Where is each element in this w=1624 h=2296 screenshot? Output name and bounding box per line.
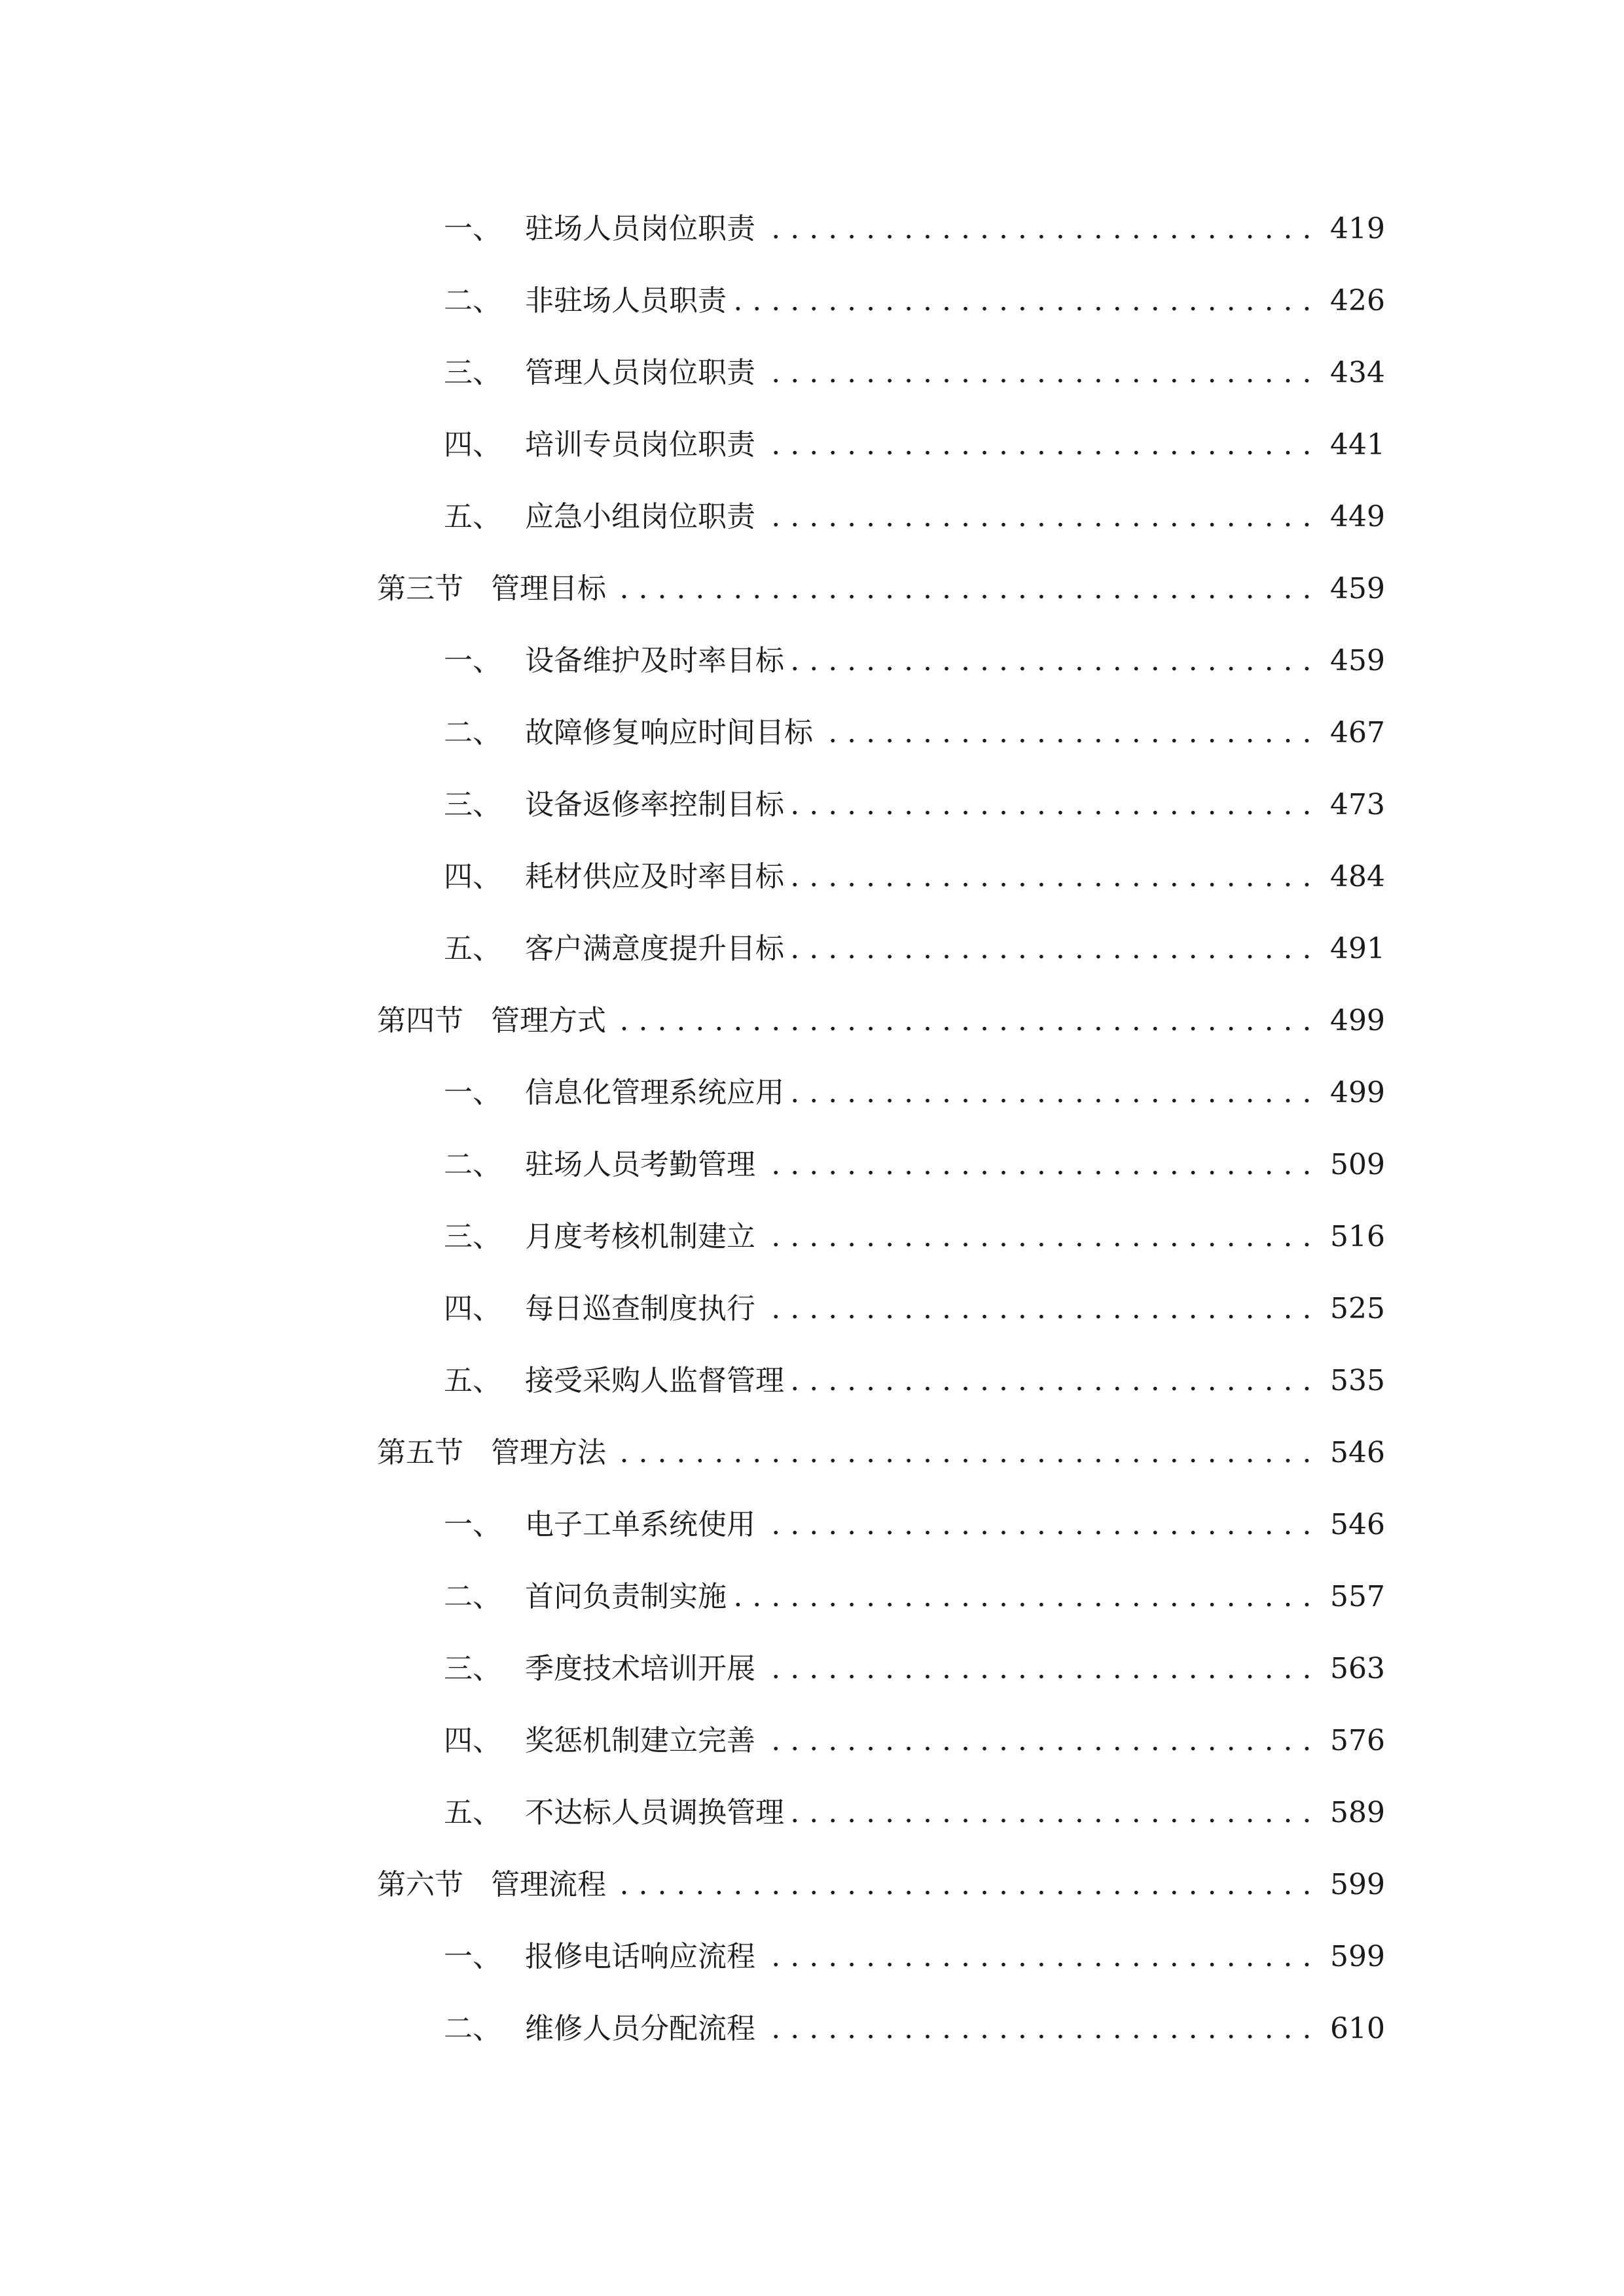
toc-entry-title: 管理人员岗位职责 [525, 356, 755, 389]
dot-leader [759, 419, 1312, 471]
dot-leader [788, 923, 1312, 975]
dot-leader [788, 1787, 1312, 1839]
toc-entry-number: 一、 [444, 1076, 501, 1109]
toc-entry-page: 441 [1330, 428, 1385, 461]
toc-entry[interactable] [444, 419, 1385, 471]
toc-entry-title: 报修电话响应流程 [525, 1940, 755, 1973]
toc-entry-page: 599 [1330, 1868, 1385, 1901]
dot-leader [788, 635, 1312, 687]
toc-entry[interactable] [444, 1715, 1385, 1767]
toc-entry-page: 546 [1330, 1508, 1385, 1541]
dot-leader [759, 2003, 1312, 2055]
toc-entry-title: 不达标人员调换管理 [525, 1796, 784, 1829]
toc-entry-title: 耗材供应及时率目标 [525, 860, 784, 893]
toc-entry-page: 525 [1330, 1292, 1385, 1325]
toc-entry-title: 管理目标 [491, 572, 606, 605]
toc-entry-title: 季度技术培训开展 [525, 1652, 755, 1685]
toc-entry-number: 五、 [444, 1796, 501, 1829]
dot-leader [759, 1499, 1312, 1551]
toc-entry-page: 426 [1330, 284, 1385, 317]
toc-entry[interactable] [444, 1499, 1385, 1551]
toc-entry-number: 第六节 [377, 1868, 463, 1901]
toc-section-heading[interactable] [377, 995, 1385, 1047]
toc-entry-number: 二、 [444, 1580, 501, 1613]
toc-entry[interactable] [444, 1211, 1385, 1263]
dot-leader [759, 1643, 1312, 1695]
dot-leader [731, 1571, 1312, 1623]
toc-entry-page: 459 [1330, 572, 1385, 605]
toc-entry[interactable] [444, 1571, 1385, 1623]
toc-entry-title: 驻场人员考勤管理 [525, 1148, 755, 1181]
toc-entry-number: 二、 [444, 2012, 501, 2045]
toc-entry-page: 449 [1330, 500, 1385, 533]
dot-leader [759, 347, 1312, 399]
toc-entry-number: 第三节 [377, 572, 463, 605]
dot-leader [759, 1715, 1312, 1767]
toc-entry-number: 四、 [444, 1724, 501, 1757]
toc-entry-page: 557 [1330, 1580, 1385, 1613]
toc-entry-number: 第四节 [377, 1004, 463, 1037]
toc-entry-number: 二、 [444, 716, 501, 749]
toc-entry-page: 509 [1330, 1148, 1385, 1181]
toc-entry[interactable] [444, 923, 1385, 975]
toc-entry[interactable] [444, 1139, 1385, 1191]
toc-entry-title: 电子工单系统使用 [525, 1508, 755, 1541]
toc-entry[interactable] [444, 275, 1385, 327]
toc-entry-page: 473 [1330, 788, 1385, 821]
toc-entry-title: 客户满意度提升目标 [525, 932, 784, 965]
dot-leader [788, 851, 1312, 903]
toc-entry-number: 一、 [444, 644, 501, 677]
toc-entry-title: 驻场人员岗位职责 [525, 212, 755, 245]
dot-leader [788, 1067, 1312, 1119]
toc-entry-page: 499 [1330, 1004, 1385, 1037]
dot-leader [759, 491, 1312, 543]
toc-entry[interactable] [444, 203, 1385, 255]
toc-entry[interactable] [444, 707, 1385, 759]
toc-entry-title: 奖惩机制建立完善 [525, 1724, 755, 1757]
toc-entry-page: 434 [1330, 356, 1385, 389]
toc-entry-title: 应急小组岗位职责 [525, 500, 755, 533]
toc-entry[interactable] [444, 1283, 1385, 1335]
dot-leader [759, 203, 1312, 255]
toc-entry-number: 三、 [444, 356, 501, 389]
toc-entry[interactable] [444, 1067, 1385, 1119]
toc-entry-page: 484 [1330, 860, 1385, 893]
dot-leader [731, 275, 1312, 327]
toc-section-heading[interactable] [377, 1427, 1385, 1479]
dot-leader [759, 1139, 1312, 1191]
toc-entry-title: 管理方式 [491, 1004, 606, 1037]
toc-entry-page: 563 [1330, 1652, 1385, 1685]
toc-entry-title: 管理流程 [491, 1868, 606, 1901]
toc-entry-title: 首问负责制实施 [525, 1580, 727, 1613]
toc-entry-number: 四、 [444, 1292, 501, 1325]
toc-entry[interactable] [444, 779, 1385, 831]
toc-entry-page: 499 [1330, 1076, 1385, 1109]
toc-entry-number: 五、 [444, 932, 501, 965]
dot-leader [817, 707, 1312, 759]
toc-entry[interactable] [444, 1355, 1385, 1407]
toc-entry-title: 设备返修率控制目标 [525, 788, 784, 821]
dot-leader [759, 1211, 1312, 1263]
dot-leader [610, 995, 1312, 1047]
toc-entry-page: 491 [1330, 932, 1385, 965]
toc-entry-number: 一、 [444, 1508, 501, 1541]
toc-entry[interactable] [444, 347, 1385, 399]
toc-entry[interactable] [444, 635, 1385, 687]
toc-entry-number: 三、 [444, 1220, 501, 1253]
toc-entry-number: 二、 [444, 284, 501, 317]
toc-entry[interactable] [444, 491, 1385, 543]
toc-entry[interactable] [444, 1787, 1385, 1839]
toc-entry-number: 一、 [444, 1940, 501, 1973]
dot-leader [759, 1283, 1312, 1335]
toc-entry-page: 535 [1330, 1364, 1385, 1397]
toc-entry-number: 五、 [444, 500, 501, 533]
toc-entry-number: 第五节 [377, 1436, 463, 1469]
toc-entry-page: 599 [1330, 1940, 1385, 1973]
toc-section-heading[interactable] [377, 1859, 1385, 1911]
toc-entry-title: 月度考核机制建立 [525, 1220, 755, 1253]
toc-entry-title: 信息化管理系统应用 [525, 1076, 784, 1109]
toc-entry-number: 一、 [444, 212, 501, 245]
toc-entry-title: 维修人员分配流程 [525, 2012, 755, 2045]
toc-entry-title: 培训专员岗位职责 [525, 428, 755, 461]
toc-entry-number: 三、 [444, 1652, 501, 1685]
toc-section-heading[interactable] [377, 563, 1385, 615]
toc-entry-page: 467 [1330, 716, 1385, 749]
toc-entry-title: 管理方法 [491, 1436, 606, 1469]
toc-entry[interactable] [444, 1931, 1385, 1983]
toc-entry-page: 610 [1330, 2012, 1385, 2045]
dot-leader [610, 563, 1312, 615]
toc-entry-title: 故障修复响应时间目标 [525, 716, 813, 749]
toc-entry[interactable] [444, 851, 1385, 903]
dot-leader [788, 779, 1312, 831]
toc-entry-number: 四、 [444, 860, 501, 893]
toc-entry-page: 546 [1330, 1436, 1385, 1469]
dot-leader [788, 1355, 1312, 1407]
toc-entry-title: 设备维护及时率目标 [525, 644, 784, 677]
toc-entry-page: 576 [1330, 1724, 1385, 1757]
toc-entry-page: 589 [1330, 1796, 1385, 1829]
toc-entry-page: 516 [1330, 1220, 1385, 1253]
dot-leader [759, 1931, 1312, 1983]
toc-entry-page: 419 [1330, 212, 1385, 245]
toc-entry-title: 接受采购人监督管理 [525, 1364, 784, 1397]
toc-entry-number: 四、 [444, 428, 501, 461]
toc-entry-number: 五、 [444, 1364, 501, 1397]
toc-entry-title: 非驻场人员职责 [525, 284, 727, 317]
dot-leader [610, 1859, 1312, 1911]
toc-entry-number: 三、 [444, 788, 501, 821]
toc-entry-page: 459 [1330, 644, 1385, 677]
toc-entry[interactable] [444, 1643, 1385, 1695]
toc-entry[interactable] [444, 2003, 1385, 2055]
dot-leader [610, 1427, 1312, 1479]
toc-entry-title: 每日巡查制度执行 [525, 1292, 755, 1325]
toc-entry-number: 二、 [444, 1148, 501, 1181]
